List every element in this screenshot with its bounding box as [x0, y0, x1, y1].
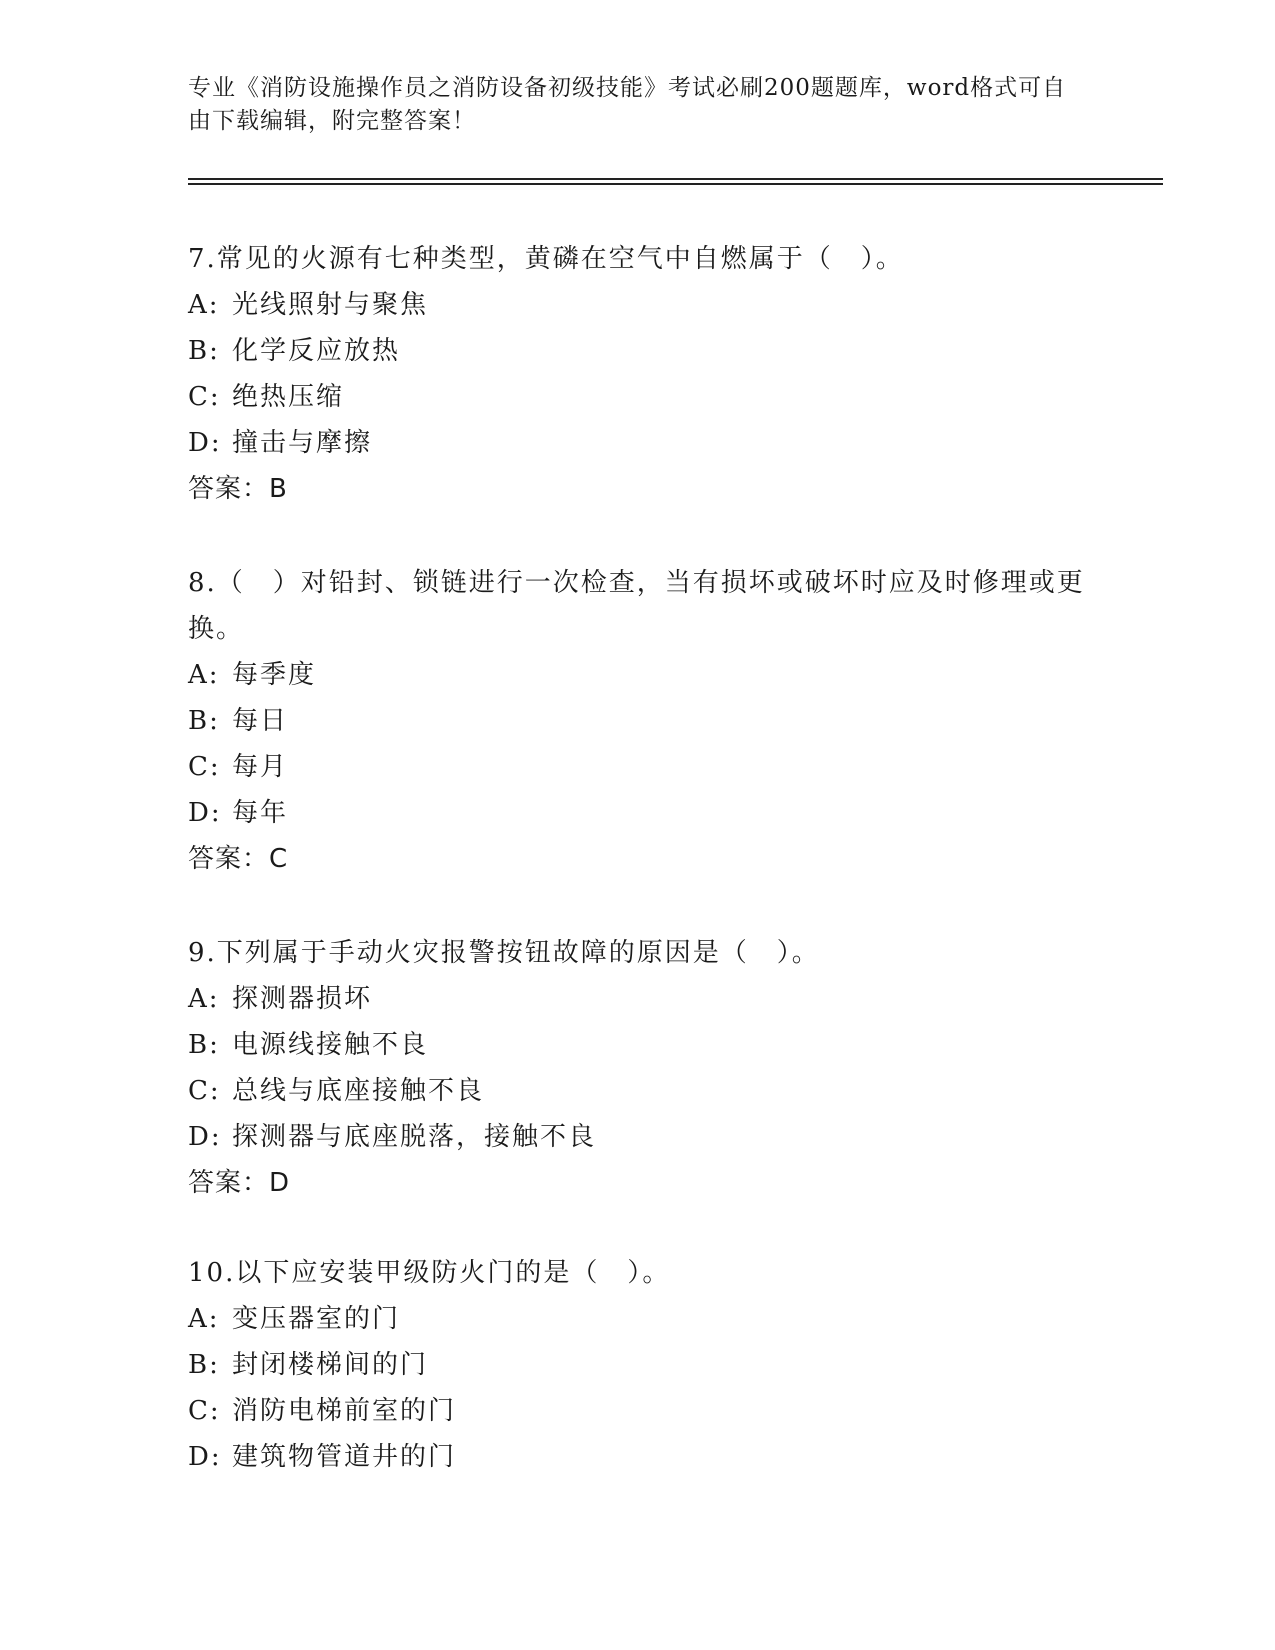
option-key: B:: [188, 1030, 220, 1060]
option-text: 变压器室的门: [232, 1304, 401, 1334]
option-text: 每月: [232, 752, 289, 782]
header-divider-bottom: [188, 183, 1163, 185]
option-text: 封闭楼梯间的门: [232, 1350, 429, 1380]
option-key: D:: [188, 1442, 222, 1472]
option-text: 探测器损坏: [232, 984, 373, 1014]
answer-line: 答案：C: [188, 844, 289, 874]
option-key: C:: [188, 1396, 221, 1426]
option-b: [188, 698, 1088, 744]
option-b: [188, 328, 1088, 374]
option-key: D:: [188, 428, 222, 458]
option-text: 撞击与摩擦: [232, 428, 373, 458]
option-key: A:: [188, 290, 220, 320]
option-key: C:: [188, 752, 221, 782]
option-text: 电源线接触不良: [232, 1030, 429, 1060]
option-key: A:: [188, 660, 220, 690]
option-key: D:: [188, 1122, 222, 1152]
question-stem: 10.以下应安装甲级防火门的是（ ）。: [188, 1258, 671, 1288]
option-key: B:: [188, 706, 220, 736]
header-divider-top: [188, 178, 1163, 180]
option-d: [188, 420, 1088, 466]
option-a: [188, 1296, 1088, 1342]
option-key: C:: [188, 1076, 221, 1106]
option-text: 每年: [232, 798, 289, 828]
option-text: 光线照射与聚焦: [232, 290, 429, 320]
document-header: 专业《消防设施操作员之消防设备初级技能》考试必刷200题题库，word格式可自由下载编辑，附完整答案！: [188, 75, 1067, 134]
option-text: 每日: [232, 706, 289, 736]
option-c: [188, 744, 1088, 790]
option-key: B:: [188, 1350, 220, 1380]
option-a: [188, 652, 1088, 698]
question-7: [188, 236, 1088, 512]
option-d: [188, 790, 1088, 836]
option-a: [188, 282, 1088, 328]
option-d: [188, 1434, 1088, 1480]
option-key: C:: [188, 382, 221, 412]
question-stem: 7.常见的火源有七种类型，黄磷在空气中自燃属于（ ）。: [188, 244, 904, 274]
question-stem: 8.（ ）对铅封、锁链进行一次检查，当有损坏或破坏时应及时修理或更换。: [188, 568, 1085, 644]
option-key: B:: [188, 336, 220, 366]
question-10: [188, 1250, 1088, 1480]
answer-line: 答案：D: [188, 1168, 291, 1198]
option-d: [188, 1114, 1088, 1160]
option-text: 消防电梯前室的门: [232, 1396, 457, 1426]
option-key: A:: [188, 984, 220, 1014]
option-b: [188, 1022, 1088, 1068]
option-text: 化学反应放热: [232, 336, 401, 366]
option-c: [188, 1388, 1088, 1434]
option-c: [188, 374, 1088, 420]
question-8: [188, 560, 1088, 882]
option-key: D:: [188, 798, 222, 828]
option-text: 建筑物管道井的门: [232, 1442, 457, 1472]
option-text: 总线与底座接触不良: [232, 1076, 485, 1106]
option-c: [188, 1068, 1088, 1114]
option-text: 探测器与底座脱落，接触不良: [232, 1122, 597, 1152]
question-stem: 9.下列属于手动火灾报警按钮故障的原因是（ ）。: [188, 938, 820, 968]
answer-line: 答案：B: [188, 474, 288, 504]
option-a: [188, 976, 1088, 1022]
option-text: 绝热压缩: [232, 382, 345, 412]
option-key: A:: [188, 1304, 220, 1334]
option-text: 每季度: [232, 660, 317, 690]
option-b: [188, 1342, 1088, 1388]
question-9: [188, 930, 1088, 1206]
